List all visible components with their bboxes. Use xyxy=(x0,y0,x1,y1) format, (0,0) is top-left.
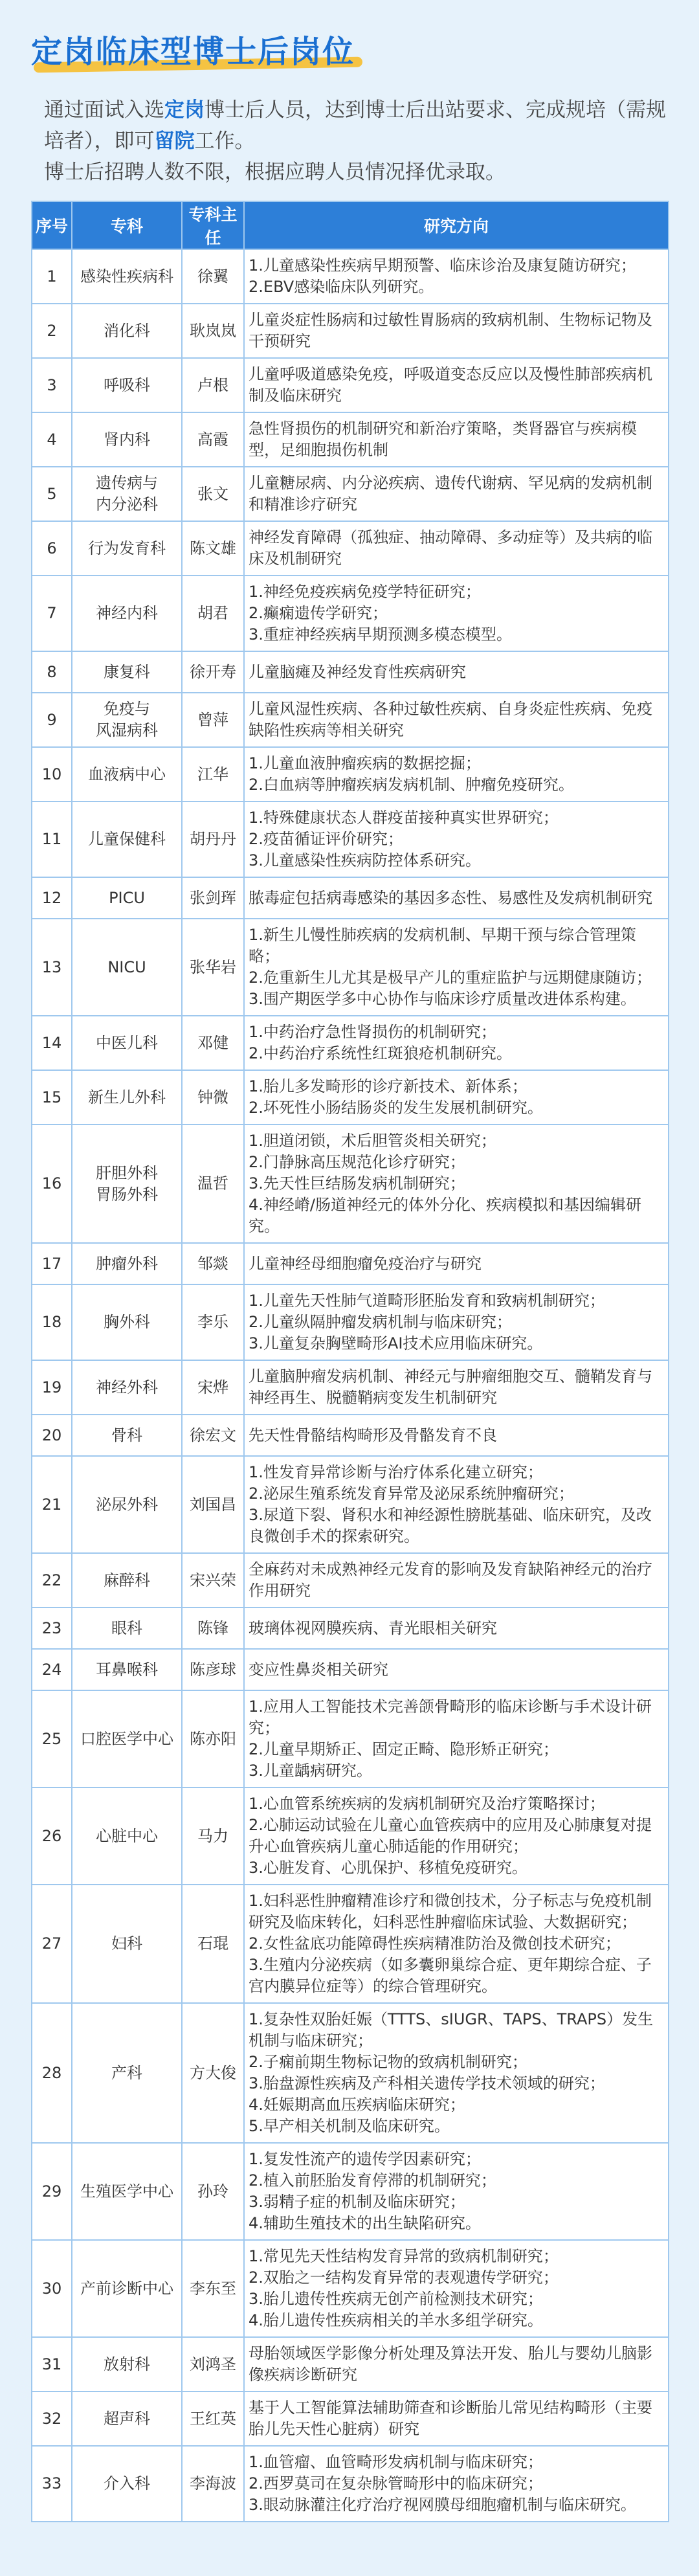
cell-direction: 1.应用人工智能技术完善颌骨畸形的临床诊断与手术设计研究； 2.儿童早期矫正、固定正畸、隐形矫正研究； 3.儿童龋病研究。 xyxy=(244,1690,669,1787)
cell-no: 8 xyxy=(32,651,72,693)
cell-director: 马力 xyxy=(182,1787,244,1885)
cell-direction: 脓毒症包括病毒感染的基因多态性、易感性及发病机制研究 xyxy=(244,877,669,919)
cell-director: 徐开寿 xyxy=(182,651,244,693)
table-row xyxy=(32,801,669,877)
cell-direction: 母胎领域医学影像分析处理及算法开发、胎儿与婴幼儿脑影像疾病诊断研究 xyxy=(244,2337,669,2391)
cell-dept: 肾内科 xyxy=(72,412,182,467)
cell-direction: 1.心血管系统疾病的发病机制研究及治疗策略探讨； 2.心肺运动试验在儿童心血管疾病中的应用及心肺康复对提升心血管疾病儿童心肺适能的作用研究； 3.心脏发育、心肌保护、移植免疫研究。 xyxy=(244,1787,669,1885)
cell-dept: 行为发育科 xyxy=(72,521,182,576)
cell-director: 李乐 xyxy=(182,1284,244,1360)
cell-dept: 眼科 xyxy=(72,1607,182,1649)
cell-dept: 神经外科 xyxy=(72,1360,182,1415)
cell-direction: 1.神经免疫疾病免疫学特征研究； 2.癫痫遗传学研究； 3.重症神经疾病早期预测多模态模型。 xyxy=(244,576,669,651)
table-row xyxy=(32,1607,669,1649)
cell-no: 4 xyxy=(32,412,72,467)
cell-director: 邓健 xyxy=(182,1016,244,1070)
cell-direction: 神经发育障碍（孤独症、抽动障碍、多动症等）及共病的临床及机制研究 xyxy=(244,521,669,576)
cell-dept: 耳鼻喉科 xyxy=(72,1649,182,1690)
cell-no: 7 xyxy=(32,576,72,651)
cell-no: 21 xyxy=(32,1456,72,1553)
cell-dept: 新生儿外科 xyxy=(72,1070,182,1125)
cell-director: 钟微 xyxy=(182,1070,244,1125)
cell-direction: 1.血管瘤、血管畸形发病机制与临床研究； 2.西罗莫司在复杂脉管畸形中的临床研究； 3.眼动脉灌注化疗治疗视网膜母细胞瘤机制与临床研究。 xyxy=(244,2446,669,2522)
cell-no: 18 xyxy=(32,1284,72,1360)
cell-direction: 1.中药治疗急性肾损伤的机制研究； 2.中药治疗系统性红斑狼疮机制研究。 xyxy=(244,1016,669,1070)
cell-direction: 儿童风湿性疾病、各种过敏性疾病、自身炎症性疾病、免疫缺陷性疾病等相关研究 xyxy=(244,693,669,747)
cell-director: 胡君 xyxy=(182,576,244,651)
cell-no: 22 xyxy=(32,1553,72,1607)
table-row xyxy=(32,1885,669,2003)
table-row xyxy=(32,651,669,693)
positions-table xyxy=(31,201,669,2522)
cell-director: 李海波 xyxy=(182,2446,244,2522)
cell-direction: 1.胎儿多发畸形的诊疗新技术、新体系； 2.坏死性小肠结肠炎的发生发展机制研究。 xyxy=(244,1070,669,1125)
table-row xyxy=(32,1456,669,1553)
cell-direction: 儿童炎症性肠病和过敏性胃肠病的致病机制、生物标记物及干预研究 xyxy=(244,304,669,358)
cell-no: 2 xyxy=(32,304,72,358)
cell-direction: 1.儿童先天性肺气道畸形胚胎发育和致病机制研究； 2.儿童纵隔肿瘤发病机制与临床研究； 3.儿童复杂胸壁畸形AI技术应用临床研究。 xyxy=(244,1284,669,1360)
cell-direction: 变应性鼻炎相关研究 xyxy=(244,1649,669,1690)
intro-text xyxy=(31,95,668,188)
cell-no: 27 xyxy=(32,1885,72,2003)
cell-dept: 骨科 xyxy=(72,1415,182,1456)
cell-no: 10 xyxy=(32,747,72,801)
cell-dept: 中医儿科 xyxy=(72,1016,182,1070)
cell-direction: 全麻药对未成熟神经元发育的影响及发育缺陷神经元的治疗作用研究 xyxy=(244,1553,669,1607)
table-row xyxy=(32,1649,669,1690)
table-row xyxy=(32,2391,669,2446)
cell-dept: PICU xyxy=(72,877,182,919)
cell-dept: 呼吸科 xyxy=(72,358,182,412)
cell-no: 3 xyxy=(32,358,72,412)
cell-director: 张剑珲 xyxy=(182,877,244,919)
cell-dept: 泌尿外科 xyxy=(72,1456,182,1553)
cell-dept: 麻醉科 xyxy=(72,1553,182,1607)
cell-director: 王红英 xyxy=(182,2391,244,2446)
cell-dept: 介入科 xyxy=(72,2446,182,2522)
cell-no: 25 xyxy=(32,1690,72,1787)
cell-director: 方大俊 xyxy=(182,2003,244,2143)
cell-dept: 心脏中心 xyxy=(72,1787,182,1885)
table-row xyxy=(32,1787,669,1885)
intro-text-part: 通过面试入选 xyxy=(44,98,164,122)
cell-dept: 胸外科 xyxy=(72,1284,182,1360)
cell-direction: 1.妇科恶性肿瘤精准诊疗和微创技术，分子标志与免疫机制研究及临床转化，妇科恶性肿瘤临床试验、大数据研究； 2.女性盆底功能障碍性疾病精准防治及微创技术研究； 3.生殖内分泌疾病（如多囊卵巢综合症、更年期综合症、子宫内膜异位症等）的综合管理研究。 xyxy=(244,1885,669,2003)
cell-no: 30 xyxy=(32,2240,72,2337)
cell-direction: 1.复发性流产的遗传学因素研究； 2.植入前胚胎发育停滞的机制研究； 3.弱精子症的机制及临床研究； 4.辅助生殖技术的出生缺陷研究。 xyxy=(244,2143,669,2240)
cell-no: 11 xyxy=(32,801,72,877)
table-row xyxy=(32,1415,669,1456)
cell-director: 刘国昌 xyxy=(182,1456,244,1553)
cell-dept: 妇科 xyxy=(72,1885,182,2003)
cell-dept: 肝胆外科 胃肠外科 xyxy=(72,1125,182,1243)
table-row xyxy=(32,304,669,358)
cell-dept: 放射科 xyxy=(72,2337,182,2391)
cell-director: 张文 xyxy=(182,467,244,521)
header-no: 序号 xyxy=(32,201,72,249)
cell-dept: 产前诊断中心 xyxy=(72,2240,182,2337)
cell-director: 李东至 xyxy=(182,2240,244,2337)
cell-director: 温哲 xyxy=(182,1125,244,1243)
cell-director: 卢根 xyxy=(182,358,244,412)
cell-dept: NICU xyxy=(72,919,182,1016)
cell-director: 宋兴荣 xyxy=(182,1553,244,1607)
cell-dept: 免疫与 风湿病科 xyxy=(72,693,182,747)
cell-direction: 先天性骨骼结构畸形及骨骼发育不良 xyxy=(244,1415,669,1456)
table-row xyxy=(32,919,669,1016)
table-row xyxy=(32,467,669,521)
cell-dept: 超声科 xyxy=(72,2391,182,2446)
cell-director: 陈锋 xyxy=(182,1607,244,1649)
cell-no: 24 xyxy=(32,1649,72,1690)
cell-direction: 1.特殊健康状态人群疫苗接种真实世界研究； 2.疫苗循证评价研究； 3.儿童感染性疾病防控体系研究。 xyxy=(244,801,669,877)
table-row xyxy=(32,1553,669,1607)
table-row xyxy=(32,1016,669,1070)
cell-direction: 1.复杂性双胎妊娠（TTTS、sIUGR、TAPS、TRAPS）发生机制与临床研究； 2.子痫前期生物标记物的致病机制研究； 3.胎盘源性疾病及产科相关遗传学技术领域的研究； 4.妊娠期高血压疾病临床研究； 5.早产相关机制及临床研究。 xyxy=(244,2003,669,2143)
table-row xyxy=(32,1284,669,1360)
cell-direction: 儿童神经母细胞瘤免疫治疗与研究 xyxy=(244,1243,669,1284)
cell-director: 邹燚 xyxy=(182,1243,244,1284)
table-row xyxy=(32,1360,669,1415)
cell-no: 13 xyxy=(32,919,72,1016)
intro-highlight-liuyuan: 留院 xyxy=(154,129,195,153)
cell-director: 曾萍 xyxy=(182,693,244,747)
table-body xyxy=(32,249,669,2522)
table-row xyxy=(32,2240,669,2337)
cell-no: 33 xyxy=(32,2446,72,2522)
cell-director: 耿岚岚 xyxy=(182,304,244,358)
intro-text-part: 工作。 xyxy=(194,129,255,153)
header-direction: 研究方向 xyxy=(244,201,669,249)
intro-line-2: 博士后招聘人数不限，根据应聘人员情况择优录取。 xyxy=(44,161,505,184)
table-row xyxy=(32,2337,669,2391)
cell-no: 28 xyxy=(32,2003,72,2143)
cell-director: 陈彦球 xyxy=(182,1649,244,1690)
table-row xyxy=(32,576,669,651)
cell-direction: 1.常见先天性结构发育异常的致病机制研究； 2.双胎之一结构发育异常的表观遗传学研究； 3.胎儿遗传性疾病无创产前检测技术研究； 4.胎儿遗传性疾病相关的羊水多组学研究。 xyxy=(244,2240,669,2337)
cell-direction: 1.新生儿慢性肺疾病的发病机制、早期干预与综合管理策略； 2.危重新生儿尤其是极早产儿的重症监护与远期健康随访； 3.围产期医学多中心协作与临床诊疗质量改进体系构建。 xyxy=(244,919,669,1016)
cell-dept: 遗传病与 内分泌科 xyxy=(72,467,182,521)
cell-direction: 1.胆道闭锁，术后胆管炎相关研究； 2.门静脉高压规范化诊疗研究； 3.先天性巨结肠发病机制研究； 4.神经嵴/肠道神经元的体外分化、疾病模拟和基因编辑研究。 xyxy=(244,1125,669,1243)
cell-no: 12 xyxy=(32,877,72,919)
cell-director: 高霞 xyxy=(182,412,244,467)
cell-no: 15 xyxy=(32,1070,72,1125)
table-row xyxy=(32,249,669,304)
table-row xyxy=(32,747,669,801)
header-dept: 专科 xyxy=(72,201,182,249)
cell-direction: 1.儿童血液肿瘤疾病的数据挖掘； 2.白血病等肿瘤疾病发病机制、肿瘤免疫研究。 xyxy=(244,747,669,801)
title-block xyxy=(31,31,355,73)
cell-no: 9 xyxy=(32,693,72,747)
table-row xyxy=(32,693,669,747)
cell-dept: 神经内科 xyxy=(72,576,182,651)
cell-director: 石琨 xyxy=(182,1885,244,2003)
cell-director: 胡丹丹 xyxy=(182,801,244,877)
cell-director: 孙玲 xyxy=(182,2143,244,2240)
table-row xyxy=(32,2003,669,2143)
cell-director: 陈文雄 xyxy=(182,521,244,576)
cell-no: 17 xyxy=(32,1243,72,1284)
cell-dept: 血液病中心 xyxy=(72,747,182,801)
cell-direction: 儿童糖尿病、内分泌疾病、遗传代谢病、罕见病的发病机制和精准诊疗研究 xyxy=(244,467,669,521)
intro-line-1 xyxy=(44,95,668,157)
cell-direction: 基于人工智能算法辅助筛查和诊断胎儿常见结构畸形（主要胎儿先天性心脏病）研究 xyxy=(244,2391,669,2446)
cell-no: 20 xyxy=(32,1415,72,1456)
cell-director: 徐宏文 xyxy=(182,1415,244,1456)
table-header-row xyxy=(32,201,669,249)
cell-no: 1 xyxy=(32,249,72,304)
table-row xyxy=(32,1070,669,1125)
cell-no: 23 xyxy=(32,1607,72,1649)
cell-direction: 1.儿童感染性疾病早期预警、临床诊治及康复随访研究； 2.EBV感染临床队列研究。 xyxy=(244,249,669,304)
cell-direction: 玻璃体视网膜疾病、青光眼相关研究 xyxy=(244,1607,669,1649)
table-row xyxy=(32,1243,669,1284)
cell-dept: 儿童保健科 xyxy=(72,801,182,877)
page-title: 定岗临床型博士后岗位 xyxy=(31,34,355,70)
cell-no: 5 xyxy=(32,467,72,521)
cell-dept: 消化科 xyxy=(72,304,182,358)
cell-director: 宋烨 xyxy=(182,1360,244,1415)
cell-no: 6 xyxy=(32,521,72,576)
cell-no: 26 xyxy=(32,1787,72,1885)
cell-no: 31 xyxy=(32,2337,72,2391)
cell-direction: 急性肾损伤的机制研究和新治疗策略，类肾器官与疾病模型，足细胞损伤机制 xyxy=(244,412,669,467)
cell-no: 16 xyxy=(32,1125,72,1243)
cell-director: 张华岩 xyxy=(182,919,244,1016)
header-director: 专科主任 xyxy=(182,201,244,249)
cell-dept: 感染性疾病科 xyxy=(72,249,182,304)
table-row xyxy=(32,2446,669,2522)
cell-no: 29 xyxy=(32,2143,72,2240)
cell-director: 徐翼 xyxy=(182,249,244,304)
table-row xyxy=(32,358,669,412)
cell-no: 14 xyxy=(32,1016,72,1070)
cell-direction: 1.性发育异常诊断与治疗体系化建立研究； 2.泌尿生殖系统发育异常及泌尿系统肿瘤研究； 3.尿道下裂、肾积水和神经源性膀胱基础、临床研究，及改良微创手术的探索研究。 xyxy=(244,1456,669,1553)
cell-no: 19 xyxy=(32,1360,72,1415)
cell-dept: 产科 xyxy=(72,2003,182,2143)
cell-director: 江华 xyxy=(182,747,244,801)
cell-direction: 儿童脑肿瘤发病机制、神经元与肿瘤细胞交互、髓鞘发育与神经再生、脱髓鞘病变发生机制研究 xyxy=(244,1360,669,1415)
table-row xyxy=(32,1125,669,1243)
cell-direction: 儿童脑瘫及神经发育性疾病研究 xyxy=(244,651,669,693)
cell-dept: 口腔医学中心 xyxy=(72,1690,182,1787)
intro-text-part: 博士后人员，达到博士后出站要求、完成规培（需规培者），即可 xyxy=(44,98,666,153)
cell-dept: 康复科 xyxy=(72,651,182,693)
intro-highlight-dinggang: 定岗 xyxy=(164,98,205,122)
table-row xyxy=(32,412,669,467)
table-row xyxy=(32,877,669,919)
table-row xyxy=(32,521,669,576)
table-row xyxy=(32,1690,669,1787)
cell-director: 陈亦阳 xyxy=(182,1690,244,1787)
table-row xyxy=(32,2143,669,2240)
cell-director: 刘鸿圣 xyxy=(182,2337,244,2391)
cell-no: 32 xyxy=(32,2391,72,2446)
cell-direction: 儿童呼吸道感染免疫，呼吸道变态反应以及慢性肺部疾病机制及临床研究 xyxy=(244,358,669,412)
cell-dept: 生殖医学中心 xyxy=(72,2143,182,2240)
cell-dept: 肿瘤外科 xyxy=(72,1243,182,1284)
